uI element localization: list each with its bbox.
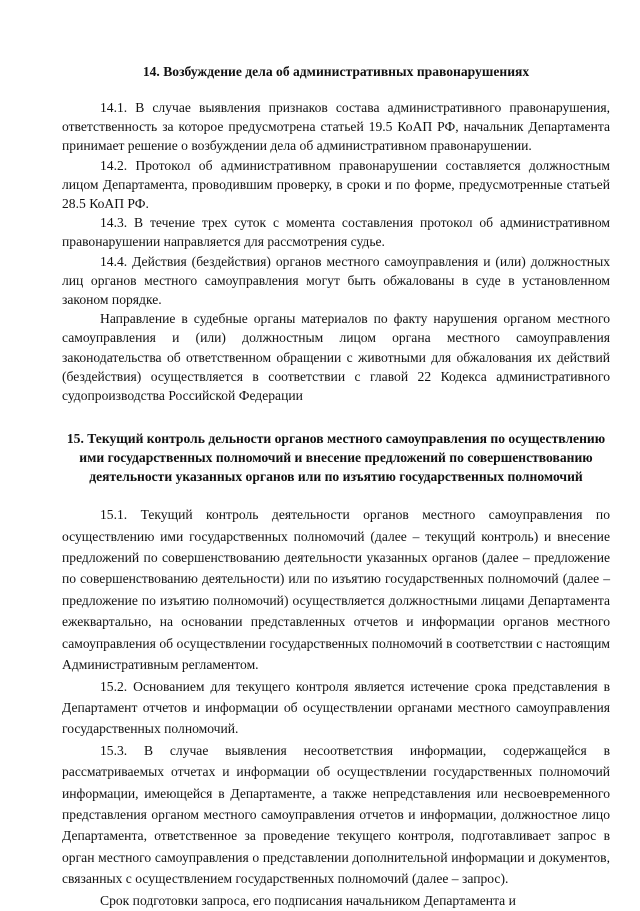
paragraph-14-3: 14.3. В течение трех суток с момента составления протокол об административном правонарушении направляется для рассмотрения судье. [62, 215, 610, 250]
section-14-title: 14. Возбуждение дела об административных правонарушениях [142, 64, 530, 79]
paragraph-15-2: 15.2. Основанием для текущего контроля является истечение срока представления в Департамент отчетов и информации об осуществлении органами местного самоуправления государственных полномочий. [62, 678, 610, 737]
paragraph-14-1: 14.1. В случае выявления признаков состава административного правонарушения, ответственность за которое предусмотрена статьей 19.5 КоАП РФ, начальник Департамента принимает решение о возбуждении дела об административном правонарушении. [62, 100, 610, 154]
paragraph-14-2: 14.2. Протокол об административном правонарушении составляется должностным лицом Департамента, проводившим проверку, в сроки и по форме, предусмотренные статьей 28.5 КоАП РФ. [62, 157, 610, 212]
paragraph-14-court-referral: Направление в судебные органы материалов по факту нарушения органом местного самоуправления и (или) должностным лицом органа местного самоуправления законодательства об ответственном обращении с животными для обжалования их действий (бездействия) осуществляется в соответствии с главой 22 Кодекса административного судопроизводства Российской Федерации [62, 311, 610, 404]
section-14 [62, 62, 610, 405]
paragraph-15-request-deadline: Срок подготовки запроса, его подписания начальником Департамента и [100, 892, 516, 908]
paragraph-15-3: 15.3. В случае выявления несоответствия информации, содержащейся в рассматриваемых отчетах и информации об осуществлении государственных полномочий информации, имеющейся в Департаменте, а также непредставления или несвоевременного представления органом местного самоуправления отчетов и информации, должностное лицо Департамента, ответственное за проведение текущего контроля, подготавливает запрос в орган местного самоуправления о представлении дополнительной информации и документов, связанных с осуществлением государственных полномочий (далее – запрос). [62, 742, 610, 887]
paragraph-14-4: 14.4. Действия (бездействия) органов местного самоуправления и (или) должностных лиц органов местного самоуправления могут быть обжалованы в суде в установленном законом порядке. [62, 253, 610, 308]
section-15 [62, 429, 610, 911]
paragraph-15-1: 15.1. Текущий контроль деятельности органов местного самоуправления по осуществлению ими государственных полномочий (далее – текущий контроль) и внесение предложений по совершенствованию деятельности указанных органов (далее – предложение по совершенствованию деятельности) или по изъятию государственных полномочий (далее – предложение по изъятию полномочий) осуществляется должностными лицами Департамента ежеквартально, на основании представленных отчетов и информации органов местного самоуправления об осуществлении государственных полномочий в соответствии с настоящим Административным регламентом. [62, 507, 610, 673]
section-15-title: 15. Текущий контроль дельности органов местного самоуправления по осуществлению ими государственных полномочий и внесение предложений по совершенствованию деятельности указанных органов или по изъятию государственных полномочий [66, 431, 606, 485]
